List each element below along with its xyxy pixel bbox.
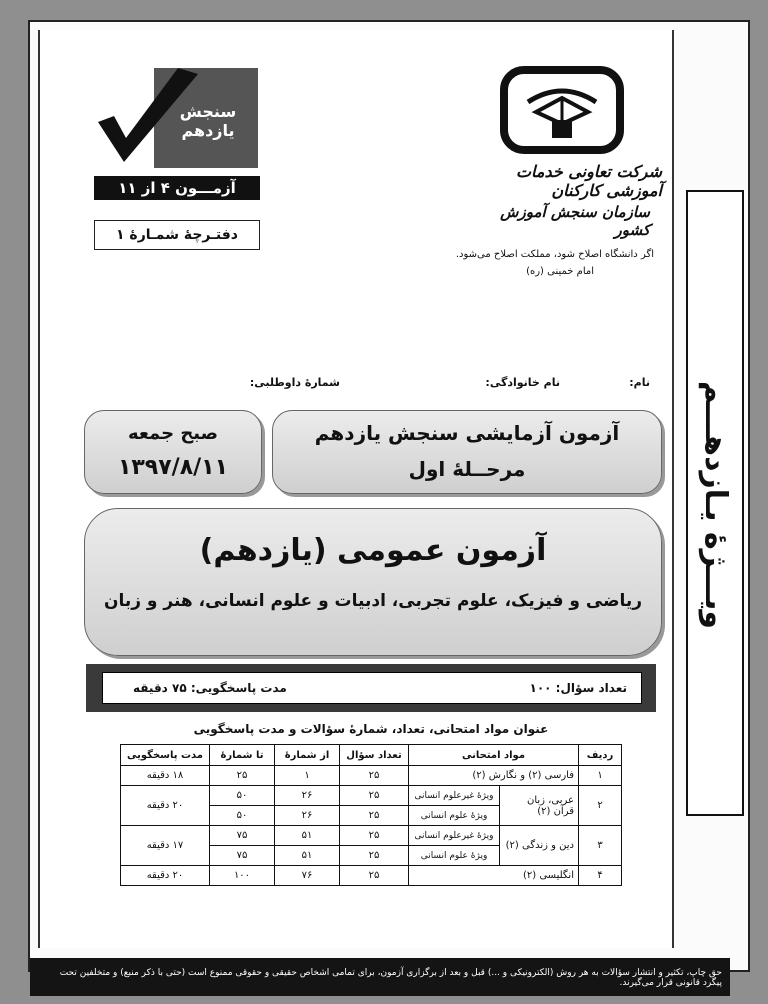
header-row-num: ردیف	[579, 745, 622, 766]
grade-side-label: ویـــژهٔ یـازدهـــم	[698, 380, 733, 630]
to: ۵۰	[210, 786, 275, 806]
count: ۲۵	[340, 766, 409, 786]
subject-variant: ویژهٔ علوم انسانی	[409, 846, 500, 866]
from: ۵۱	[275, 846, 340, 866]
org-name: شرکت تعاونی خدمات آموزشی کارکنان	[515, 162, 662, 200]
brand-logo	[94, 68, 262, 174]
header-from: از شمارهٔ	[275, 745, 340, 766]
main-subtitle: ریاضی و فیزیک، علوم تجربی، ادبیات و علوم انسانی، هنر و زبان	[103, 591, 643, 611]
to: ۱۰۰	[210, 866, 275, 886]
table-row	[121, 866, 622, 886]
duration: ۲۰ دقیقه	[121, 866, 210, 886]
candidate-number-label: شمارهٔ داوطلبی:	[249, 376, 340, 389]
subject-variant: ویژهٔ علوم انسانی	[409, 806, 500, 826]
stats-bar	[102, 672, 642, 704]
from: ۲۶	[275, 806, 340, 826]
from: ۷۶	[275, 866, 340, 886]
main-exam-panel	[84, 508, 662, 656]
session-date: ۱۳۹۷/۸/۱۱	[117, 455, 229, 480]
subject-variant: ویژهٔ غیرعلوم انسانی	[409, 826, 500, 846]
session-time: صبح جمعه	[127, 423, 219, 444]
quote-text: اگر دانشگاه اصلاح شود، مملکت اصلاح می‌شود.	[455, 249, 654, 260]
from: ۲۶	[275, 786, 340, 806]
to: ۷۵	[210, 826, 275, 846]
header-duration: مدت پاسخگویی	[121, 745, 210, 766]
to: ۵۰	[210, 806, 275, 826]
count: ۲۵	[340, 866, 409, 886]
exam-table	[120, 744, 622, 886]
org-subname: سازمان سنجش آموزش کشور	[500, 203, 650, 239]
header-subject: مواد امتحانی	[409, 745, 579, 766]
brand-logo-text: سنجش یازدهم	[179, 102, 237, 140]
table-row	[121, 786, 622, 806]
to: ۷۵	[210, 846, 275, 866]
subject: دین و زندگی (۲)	[500, 826, 579, 866]
session-panel	[84, 410, 262, 494]
main-title: آزمون عمومی (یازدهم)	[199, 533, 547, 568]
table-row	[121, 826, 622, 846]
quote-author: امام خمینی (ره)	[526, 266, 594, 277]
booklet-number: دفتـرچهٔ شمـارهٔ ۱	[94, 220, 260, 250]
book-icon	[508, 74, 616, 146]
copyright-footer: حق چاپ، تکثیر و انتشار سؤالات به هر روش (الکترونیکی و ...) قبل و بعد از برگزاری آزمون، برای تمامی اشخاص حقیقی و حقوقی ممنوع است (حتی با ذکر منبع) و متخلفین تحت پیگرد قانونی قرار می‌گیرند.	[30, 958, 730, 996]
to: ۲۵	[210, 766, 275, 786]
question-count: تعداد سؤال: ۱۰۰	[529, 681, 627, 695]
name-field-label: نام:	[629, 376, 650, 389]
count: ۲۵	[340, 786, 409, 806]
count: ۲۵	[340, 806, 409, 826]
duration: ۱۷ دقیقه	[121, 826, 210, 866]
count: ۲۵	[340, 846, 409, 866]
table-caption: عنوان مواد امتحانی، تعداد، شمارهٔ سؤالات و مدت پاسخگویی	[193, 722, 549, 736]
row-num: ۲	[579, 786, 622, 826]
row-num: ۳	[579, 826, 622, 866]
exam-title: آزمون آزمایشی سنجش یازدهم	[314, 421, 620, 445]
total-duration: مدت پاسخگویی: ۷۵ دقیقه	[133, 681, 287, 695]
org-logo	[500, 66, 624, 154]
table-header-row	[121, 745, 622, 766]
row-num: ۴	[579, 866, 622, 886]
subject-variant: ویژهٔ غیرعلوم انسانی	[409, 786, 500, 806]
duration: ۲۰ دقیقه	[121, 786, 210, 826]
from: ۱	[275, 766, 340, 786]
from: ۵۱	[275, 826, 340, 846]
row-num: ۱	[579, 766, 622, 786]
exam-title-panel	[272, 410, 662, 494]
count: ۲۵	[340, 826, 409, 846]
header-to: تا شمارهٔ	[210, 745, 275, 766]
header-count: تعداد سؤال	[340, 745, 409, 766]
subject: انگلیسی (۲)	[409, 866, 579, 886]
subject: عربی، زبان قرآن (۲)	[500, 786, 579, 826]
duration: ۱۸ دقیقه	[121, 766, 210, 786]
subject: فارسی (۲) و نگارش (۲)	[409, 766, 579, 786]
table-row	[121, 766, 622, 786]
grade-side-tab	[686, 190, 744, 816]
family-field-label: نام خانوادگی:	[485, 376, 560, 389]
exam-count-banner: آزمـــون ۴ از ۱۱	[94, 176, 260, 200]
quote	[444, 246, 654, 280]
exam-stage: مرحــلهٔ اول	[408, 457, 526, 481]
